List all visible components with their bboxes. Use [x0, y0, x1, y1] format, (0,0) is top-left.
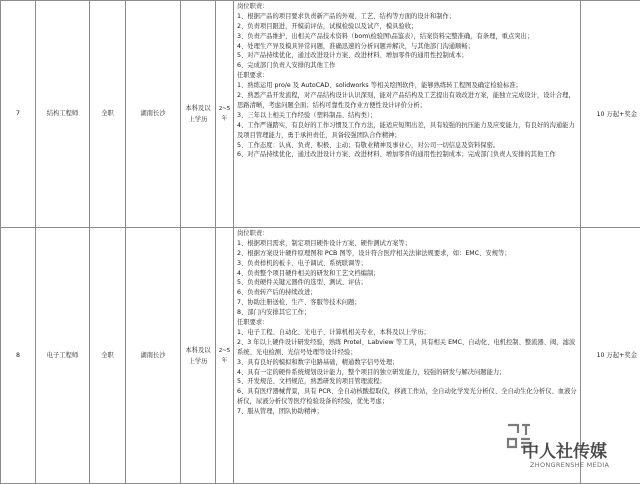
detail-line: 4、工作严谨踏实，有良好的工作习惯及工作方法，能适应短期出差，具有较强的抗压能力及应变能力，有良好的沟通能力及项目管理能力，勇于承担责任，具备较强团队合作精神； — [237, 121, 578, 141]
table-row — [1, 1, 640, 228]
job-title: 结构工程师 — [36, 1, 90, 228]
job-details — [234, 1, 581, 228]
detail-line: 3、三年以上相关工作经验（塑料制品、结构类）； — [237, 111, 578, 121]
job-type: 全职 — [90, 1, 126, 228]
detail-line: 4、负责整个项目硬件相关的研发和工艺文档编制； — [237, 269, 578, 279]
detail-line: 2、负责项目跟进，开模前评估，试模检验以及试产，模具验收； — [237, 22, 578, 32]
detail-line: 3、具有良好的模拟和数字电路基础，精通数字信号处理； — [237, 358, 578, 368]
detail-line: 任职要求： — [237, 71, 578, 81]
detail-line: 5、工作态度：认真、负责、积极、主动；有敬业精神及事业心，对公司一切信息及资料保密。 — [237, 141, 578, 151]
detail-line: 2、熟悉产品开发流程，对产品结构设计认识深刻，能对产品结构及工艺提出有效改进方案，能独立完成设计，设计合理，思路清晰，考虑问题全面；结构可靠性及作业方便性设计评价分析； — [237, 91, 578, 111]
detail-line: 1、根据产品的项目要求负责新产品的外观、工艺、结构等方面的设计和制作； — [237, 12, 578, 22]
detail-line: 任职要求： — [237, 318, 578, 328]
job-salary: 10 万起+奖金 — [581, 1, 640, 228]
watermark-subtext: ZHONGRENSHE MEDIA — [530, 461, 609, 469]
detail-line: 6、具有医疗器械背景，具有 PCR、全自动核酸提取仪，移液工作站，全自动化学发光分析仪、全自动生化分析仪、血液分析仪，尿液分析仪等医疗检验设备的经验，优先考虑； — [237, 387, 578, 407]
job-experience: 2~5 年 — [216, 1, 234, 228]
watermark-text: 中人社传媒 — [522, 437, 607, 462]
detail-line: 8、部门内安排其它工作； — [237, 308, 578, 318]
job-education: 本科及以上学历 — [181, 1, 216, 228]
job-title: 电子工程师 — [36, 228, 90, 484]
detail-line: 岗位职责： — [237, 2, 578, 12]
detail-line: 6、完成部门负责人安排的其他工作 — [237, 61, 578, 71]
row-index: 7 — [1, 1, 36, 228]
detail-line: 1、电子工程、自动化、光电子、计算机相关专业，本科及以上学历； — [237, 328, 578, 338]
detail-line: 3、负责样机的板卡、电子调试、系统联调等； — [237, 259, 578, 269]
detail-line: 5、负责硬件关键元器件的选型、测试、评估； — [237, 278, 578, 288]
detail-line: 7、服从管理，团队协助精神； — [237, 407, 578, 417]
detail-line: 3、负责产品维护，出相关产品技术资料（bom\检验图\品鉴表），结案资料完整准确，有条理，重点突出； — [237, 32, 578, 42]
job-location: 湖南长沙 — [126, 228, 181, 484]
detail-line: 6、负责转产后的持续改进； — [237, 288, 578, 298]
job-type: 全职 — [90, 228, 126, 484]
detail-line: 5、对产品持续优化，通过改进设计方案、改进材料、增加零件的通用性控制成本； — [237, 51, 578, 61]
detail-line: 6、对产品持续优化，通过改进设计方案、改进材料、增加零件的通用性控制成本；完成部门负责人安排的其他工作 — [237, 150, 578, 160]
media-watermark — [504, 419, 634, 479]
detail-line: 2、根据方案设计硬件原理图和 PCB 图等，设计符合医疗相关法律法规要求，如：EMC、安规等； — [237, 249, 578, 259]
detail-line: 2、3 年以上硬件设计研发经验，熟练 Protel、Labview 等工具，具有相关 EMC、自动化、电机控制、整流器、阀、滤波系统、光电检测、光信号处理等设计经验； — [237, 338, 578, 358]
detail-line: 4、处理生产异及模具异常问题，准确迅速的分析问题并解决，与其他部门沟通顺畅； — [237, 42, 578, 52]
job-education: 本科及以上学历 — [181, 228, 216, 484]
job-experience: 2~5 年 — [216, 228, 234, 484]
row-index: 8 — [1, 228, 36, 484]
job-salary: 10 万起+奖金 — [581, 228, 640, 484]
detail-line: 1、熟练运用 pro/e 及 AutoCAD、solidworks 等相关绘图软件，能够熟练转工程图及确定检验标准； — [237, 81, 578, 91]
detail-line: 5、开发规范、文档规范，熟悉研发的项目管理流程； — [237, 377, 578, 387]
detail-line: 1、根据项目需求，制定项目硬件设计方案、硬件测试方案等； — [237, 239, 578, 249]
detail-line: 4、具有一定的硬件系统规划设计能力，整个项目的独立研发能力，较强的研发与解决问题能力； — [237, 368, 578, 378]
job-location: 湖南长沙 — [126, 1, 181, 228]
detail-line: 岗位职责： — [237, 229, 578, 239]
detail-line: 7、协助注册送检、生产、客服等技术问题； — [237, 298, 578, 308]
